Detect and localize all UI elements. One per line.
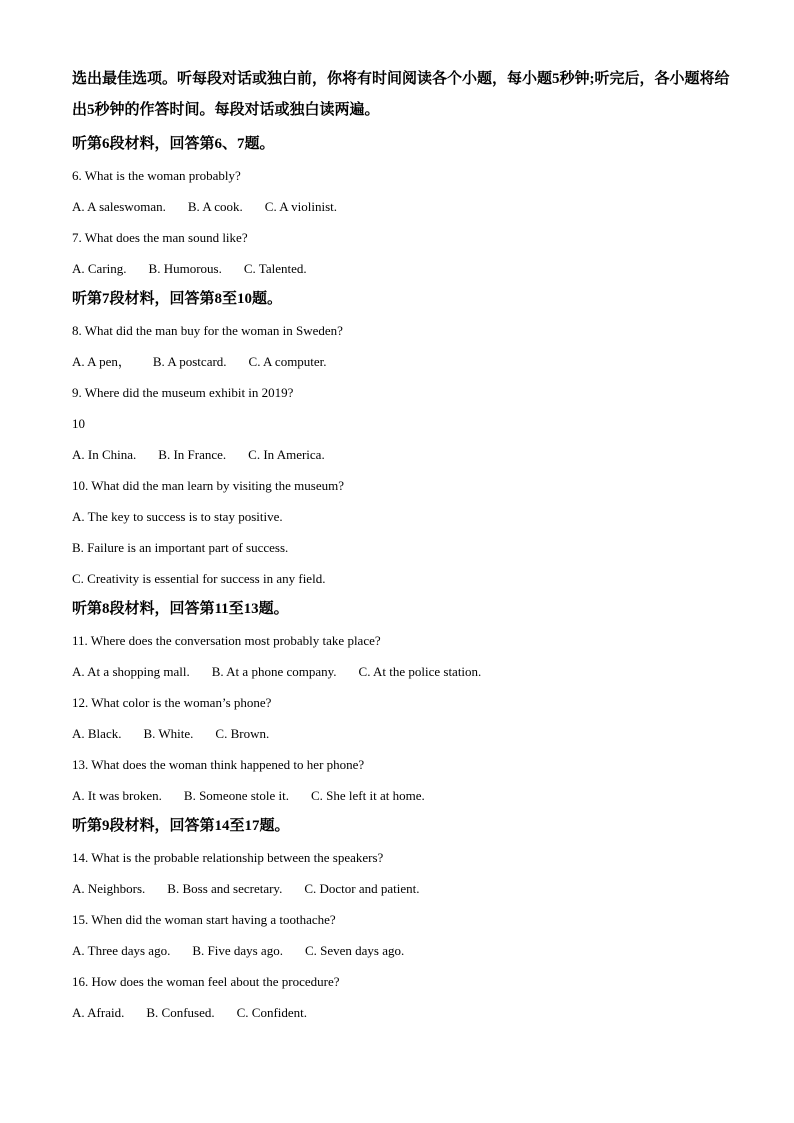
question-text: 8. What did the man buy for the woman in Sweden? xyxy=(72,323,343,338)
answer-option: A. In China. xyxy=(72,447,137,462)
answer-option: A. The key to success is to stay positive. xyxy=(72,509,283,524)
answer-option: B. Five days ago. xyxy=(192,943,283,958)
question-text: 10. What did the man learn by visiting the museum? xyxy=(72,478,344,493)
answer-option: C. In America. xyxy=(248,447,325,462)
answer-option: B. A postcard. xyxy=(152,354,227,369)
question-text: 7. What does the man sound like? xyxy=(72,230,248,245)
answer-option: A. Caring. xyxy=(72,261,127,276)
answer-option: B. Humorous. xyxy=(148,261,222,276)
answer-option: A. It was broken. xyxy=(72,788,162,803)
answer-option: C. At the police station. xyxy=(358,664,482,679)
question-text: 14. What is the probable relationship between the speakers? xyxy=(72,850,384,865)
document-page xyxy=(72,64,732,1028)
options-row xyxy=(72,656,732,687)
answer-option: A. At a shopping mall. xyxy=(72,664,190,679)
answer-option: B. Failure is an important part of success. xyxy=(72,540,289,555)
answer-option: C. A computer. xyxy=(248,354,327,369)
question-text: 6. What is the woman probably? xyxy=(72,168,241,183)
options-row xyxy=(72,253,732,284)
answer-option: C. Brown. xyxy=(215,726,270,741)
answer-option: C. Seven days ago. xyxy=(304,943,405,958)
instructions-paragraph: 选出最佳选项。听每段对话或独白前，你将有时间阅读各个小题，每小题5秒钟;听完后，各小题将给出5秒钟的作答时间。每段对话或独白读两遍。 xyxy=(72,71,730,118)
answer-option: C. Creativity is essential for success in any field. xyxy=(72,571,326,586)
options-row xyxy=(72,191,732,222)
question-text: 12. What color is the woman’s phone? xyxy=(72,695,272,710)
options-row xyxy=(72,439,732,470)
question-text: 11. Where does the conversation most probably take place? xyxy=(72,633,381,648)
answer-option: B. At a phone company. xyxy=(211,664,337,679)
answer-option: C. Confident. xyxy=(236,1005,308,1020)
options-row xyxy=(72,718,732,749)
options-row xyxy=(72,346,732,377)
answer-option: C. Doctor and patient. xyxy=(304,881,420,896)
options-row xyxy=(72,997,732,1028)
section-heading: 听第8段材料，回答第11至13题。 xyxy=(72,601,289,617)
section-heading: 听第6段材料，回答第6、7题。 xyxy=(72,136,275,152)
answer-option: C. She left it at home. xyxy=(311,788,425,803)
answer-option: A. Three days ago. xyxy=(72,943,171,958)
answer-option: B. Boss and secretary. xyxy=(167,881,283,896)
options-row xyxy=(72,780,732,811)
options-row xyxy=(72,935,732,966)
answer-option: A. A pen， xyxy=(72,354,131,369)
answer-option: A. Neighbors. xyxy=(72,881,146,896)
answer-option: A. Black. xyxy=(72,726,122,741)
answer-option: B. Confused. xyxy=(146,1005,215,1020)
answer-option: B. In France. xyxy=(158,447,227,462)
section-heading: 听第9段材料，回答第14至17题。 xyxy=(72,818,290,834)
answer-option: C. Talented. xyxy=(243,261,307,276)
question-text: 9. Where did the museum exhibit in 2019? xyxy=(72,385,294,400)
question-note: 10 xyxy=(72,416,85,431)
answer-option: C. A violinist. xyxy=(264,199,338,214)
answer-option: A. A saleswoman. xyxy=(72,199,166,214)
question-text: 16. How does the woman feel about the procedure? xyxy=(72,974,340,989)
answer-option: B. White. xyxy=(143,726,194,741)
answer-option: B. Someone stole it. xyxy=(183,788,289,803)
question-text: 13. What does the woman think happened to her phone? xyxy=(72,757,365,772)
question-text: 15. When did the woman start having a toothache? xyxy=(72,912,336,927)
question-list xyxy=(72,129,732,1028)
answer-option: A. Afraid. xyxy=(72,1005,125,1020)
section-heading: 听第7段材料，回答第8至10题。 xyxy=(72,291,283,307)
options-row xyxy=(72,873,732,904)
answer-option: B. A cook. xyxy=(187,199,243,214)
